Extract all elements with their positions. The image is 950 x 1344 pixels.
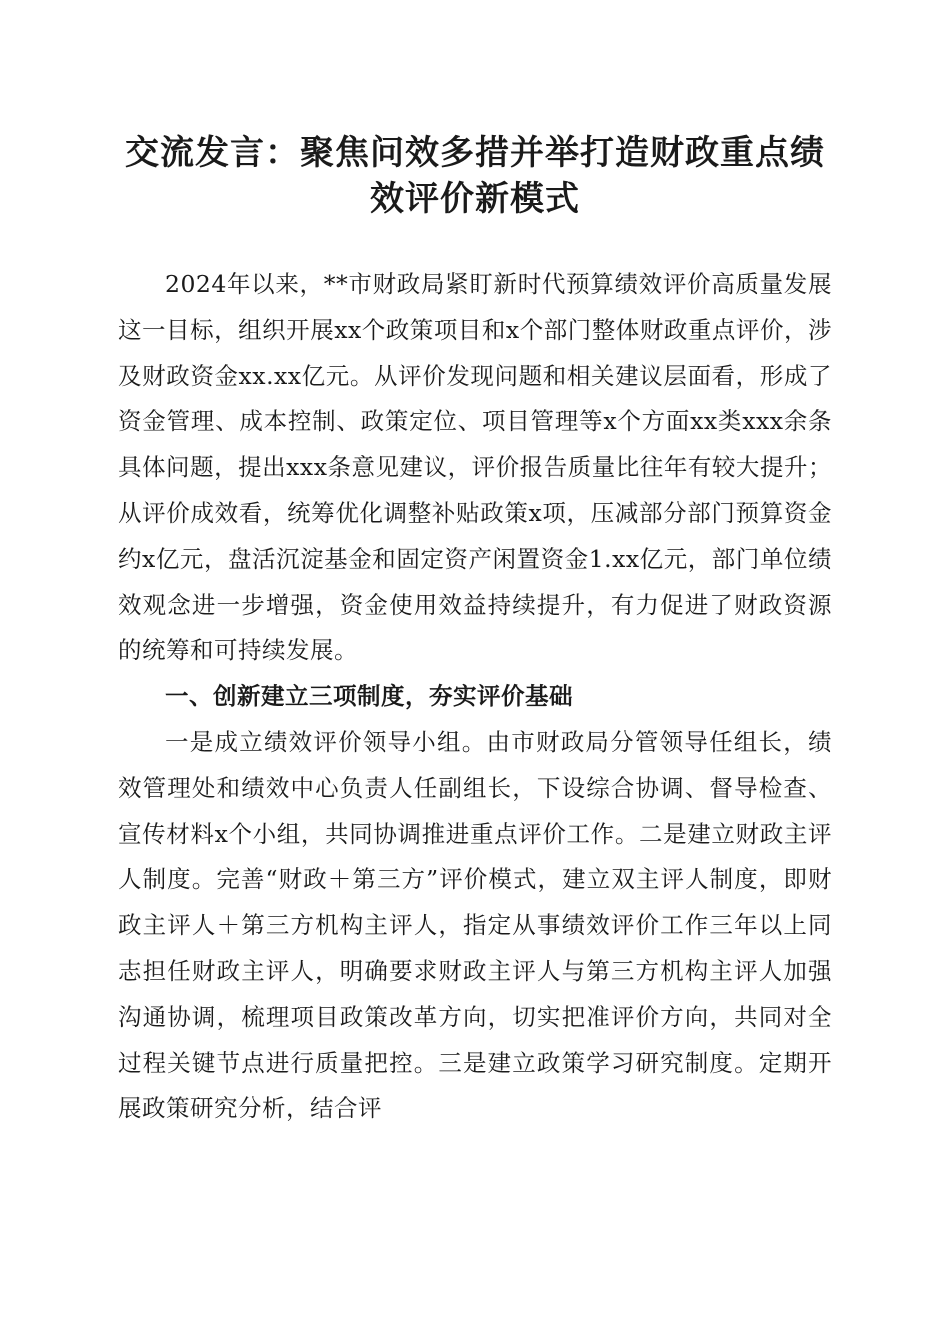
title-line-1: 交流发言：聚焦问效多措并举打造财政重点绩	[125, 133, 825, 173]
section-heading: 一、创新建立三项制度，夯实评价基础	[165, 682, 573, 711]
section-paragraph: 一是成立绩效评价领导小组。由市财政局分管领导任组长，绩效管理处和绩效中心负责人任副组长，下设综合协调、督导检查、宣传材料x个小组，共同协调推进重点评价工作。二是建立财政主评人制度。完善“财政＋第三方”评价模式，建立双主评人制度，即财政主评人＋第三方机构主评人，指定从事绩效评价工作三年以上同志担任财政主评人，明确要求财政主评人与第三方机构主评人加强沟通协调，梳理项目政策改革方向，切实把准评价方向，共同对全过程关键节点进行质量把控。三是建立政策学习研究制度。定期开展政策研究分析，结合评	[118, 727, 832, 1123]
intro-paragraph: 2024年以来，**市财政局紧盯新时代预算绩效评价高质量发展这一目标，组织开展xx个政策项目和x个部门整体财政重点评价，涉及财政资金xx.xx亿元。从评价发现问题和相关建议层面看，形成了资金管理、成本控制、政策定位、项目管理等x个方面xx类xxx余条具体问题，提出xxx条意见建议，评价报告质量比往年有较大提升；从评价成效看，统筹优化调整补贴政策x项，压减部分部门预算资金约x亿元，盘活沉淀基金和固定资产闲置资金1.xx亿元，部门单位绩效观念进一步增强，资金使用效益持续提升，有力促进了财政资源的统筹和可持续发展。	[118, 270, 832, 665]
document-page	[118, 130, 832, 1132]
document-title	[118, 130, 832, 222]
title-line-2: 效评价新模式	[370, 179, 580, 219]
